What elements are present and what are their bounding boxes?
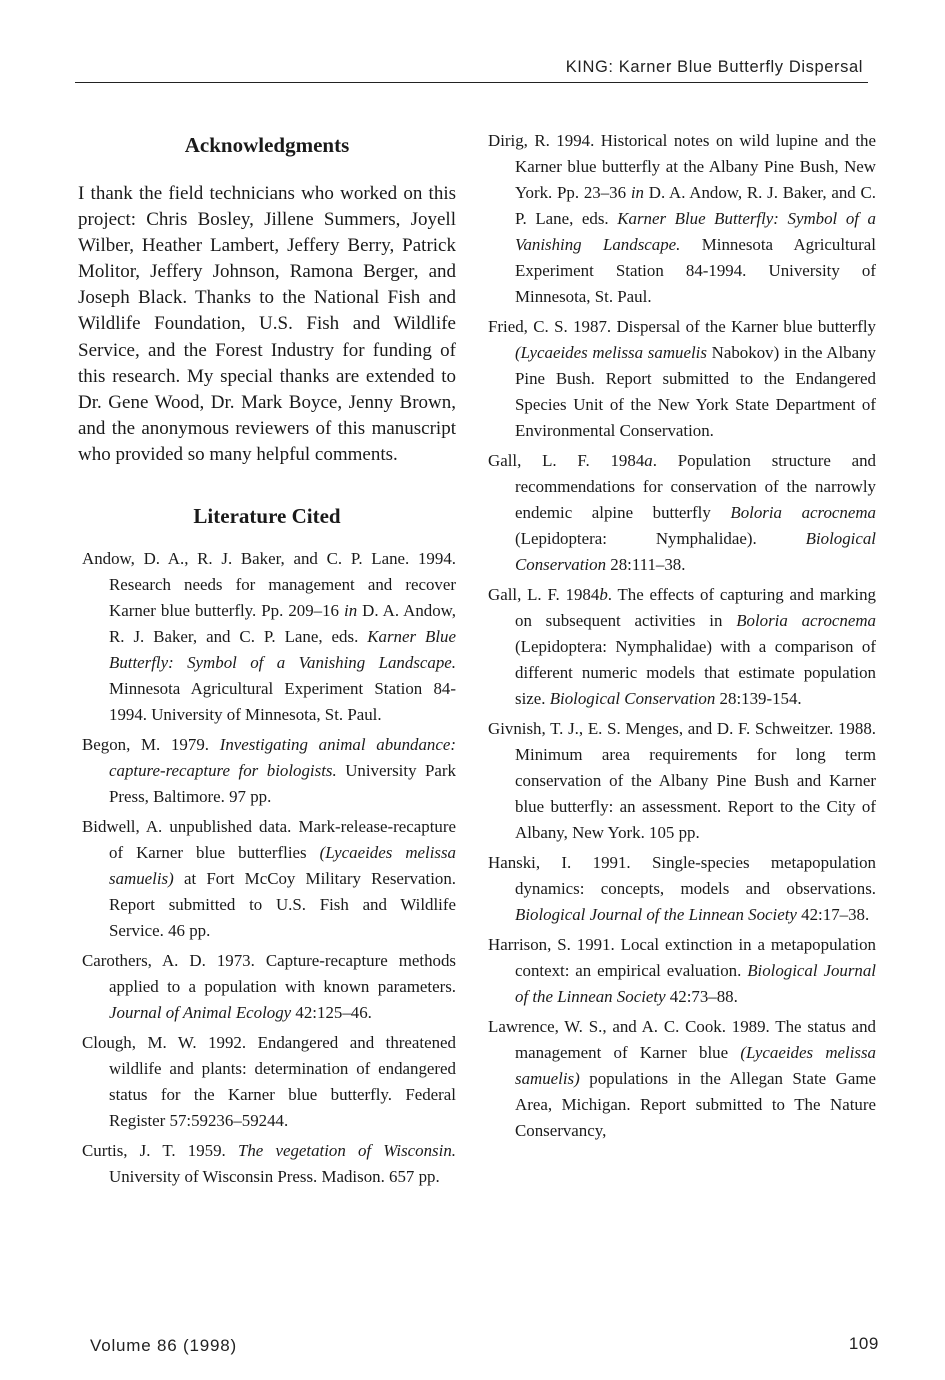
reference-text: Harrison, S. 1991. Local extinction in a metapopulation context: an empirical evaluation. [488, 935, 876, 980]
reference-italic-text: Boloria acrocnema [730, 503, 876, 522]
reference-text: (Lepidoptera: Nymphalidae). [515, 529, 806, 548]
literature-cited-heading: Literature Cited [193, 504, 341, 529]
reference-text: . The effects of capturing and marking on subsequent activities in [515, 585, 876, 630]
reference-text: Bidwell, A. unpublished data. Mark-release-recapture of Karner blue butterflies [82, 817, 456, 863]
reference-entry [82, 1138, 456, 1190]
reference-italic-text: Biological Conservation [515, 529, 876, 574]
reference-entry [82, 1030, 456, 1134]
reference-list-right [488, 128, 876, 1144]
reference-entry [488, 448, 876, 578]
reference-text: D. A. Andow, R. J. Baker, and C. P. Lane, eds. [109, 601, 456, 647]
reference-text: University of Wisconsin Press. Madison. 657 pp. [109, 1167, 440, 1187]
reference-entry [488, 1014, 876, 1144]
reference-text: Minnesota Agricultural Experiment Station 84-1994. University of Minnesota, St. Paul. [515, 235, 876, 306]
volume-footer: Volume 86 (1998) [90, 1336, 237, 1355]
acknowledgments-heading: Acknowledgments [184, 133, 350, 157]
reference-text: Clough, M. W. 1992. Endangered and threatened wildlife and plants: determination of endangered status for the Karner blue butterfly. Federal Register 57:59236–59244. [82, 1033, 456, 1131]
reference-text: Carothers, A. D. 1973. Capture-recapture methods applied to a population with known parameters. [82, 951, 456, 997]
reference-entry [488, 582, 876, 712]
reference-text: Givnish, T. J., E. S. Menges, and D. F. Schweitzer. 1988. Minimum area requirements for long term conservation of the Albany Pine Bush and Karner blue butterfly: an assessment. Report to the City of Albany, New York. 105 pp. [488, 719, 876, 842]
reference-text: University Park Press, Baltimore. 97 pp. [109, 761, 456, 807]
reference-text: Gall, L. F. 1984 [488, 585, 600, 604]
reference-italic-text: Biological Journal of the Linnean Society [515, 905, 797, 924]
reference-italic-text: Biological Conservation [549, 689, 716, 708]
reference-italic-text: Investigating animal abundance: capture-recapture for biologists. [109, 735, 456, 781]
reference-text: Nabokov) in the Albany Pine Bush. Report submitted to the Endangered Species Unit of the New York State Department of Environmental Conservation. [515, 343, 876, 440]
reference-text: . Population structure and recommendations for conservation of the narrowly endemic alpine butterfly [515, 451, 876, 522]
reference-text: D. A. Andow, R. J. Baker, and C. P. Lane, eds. [515, 183, 876, 228]
reference-italic-text: in [630, 183, 644, 202]
reference-italic-text: (Lycaeides melissa samuelis) [109, 843, 457, 889]
reference-text: at Fort McCoy Military Reservation. Report submitted to U.S. Fish and Wildlife Service. 46 pp. [109, 869, 456, 941]
reference-list-left [78, 546, 456, 1190]
reference-text: Gall, L. F. 1984 [488, 451, 645, 470]
acknowledgments-text: I thank the field technicians who worked on this project: Chris Bosley, Jillene Summers, Joyell Wilber, Heather Lambert, Jeffery Berry, Patrick Molitor, Jeffery Johnson, Ramona Berger, and Joseph Black. Thanks to the National Fish and Wildlife Foundation, U.S. Fish and Wildlife Service, and the Forest Industry for funding of this research. My special thanks are extended to Dr. Gene Wood, Dr. Mark Boyce, Jenny Brown, and the anonymous reviewers of this manuscript who provided so many helpful comments. [78, 183, 456, 465]
reference-italic-text: Karner Blue Butterfly: Symbol of a Vanishing Landscape. [515, 209, 876, 254]
reference-entry [82, 948, 456, 1026]
reference-italic-text: a [644, 451, 653, 470]
reference-text: 42:125–46. [291, 1003, 372, 1023]
reference-text: Begon, M. 1979. [82, 735, 220, 755]
reference-text: Minnesota Agricultural Experiment Station 84-1994. University of Minnesota, St. Paul. [109, 679, 456, 725]
reference-text: populations in the Allegan State Game Area, Michigan. Report submitted to The Nature Conservancy, [515, 1069, 876, 1140]
reference-italic-text: The vegetation of Wisconsin. [237, 1141, 456, 1161]
header-rule [75, 82, 868, 83]
reference-italic-text: in [344, 601, 358, 621]
reference-text: Hanski, I. 1991. Single-species metapopulation dynamics: concepts, models and observations. [488, 853, 876, 898]
reference-text: Fried, C. S. 1987. Dispersal of the Karner blue butterfly [488, 317, 876, 336]
reference-text: (Lepidoptera: Nymphalidae) with a comparison of different numeric models that estimate population size. [515, 637, 876, 708]
reference-italic-text: Boloria acrocnema [736, 611, 876, 630]
reference-text: Andow, D. A., R. J. Baker, and C. P. Lane. 1994. Research needs for management and recover Karner blue butterfly. Pp. 209–16 [82, 549, 456, 621]
reference-entry [82, 546, 456, 728]
reference-text: 28:111–38. [606, 555, 686, 574]
right-column [488, 128, 876, 1148]
reference-entry [488, 716, 876, 846]
reference-entry [488, 314, 876, 444]
reference-italic-text: Karner Blue Butterfly: Symbol of a Vanishing Landscape. [109, 627, 456, 673]
reference-italic-text: (Lycaeides melissa samuelis) [515, 1043, 876, 1088]
reference-italic-text: Journal of Animal Ecology [109, 1003, 292, 1023]
reference-italic-text: (Lycaeides melissa samuelis [515, 343, 707, 362]
reference-text: Dirig, R. 1994. Historical notes on wild lupine and the Karner blue butterfly at the Albany Pine Bush, New York. Pp. 23–36 [488, 131, 876, 202]
reference-entry [488, 128, 876, 310]
reference-entry [82, 732, 456, 810]
page-number: 109 [848, 1334, 879, 1353]
reference-text: 42:17–38. [796, 905, 870, 924]
reference-text: Lawrence, W. S., and A. C. Cook. 1989. The status and management of Karner blue [488, 1017, 876, 1062]
reference-entry [488, 932, 876, 1010]
running-head: KING: Karner Blue Butterfly Dispersal [565, 58, 863, 76]
reference-text: Curtis, J. T. 1959. [82, 1141, 238, 1161]
reference-text: 28:139-154. [715, 689, 802, 708]
reference-entry [488, 850, 876, 928]
left-column [78, 128, 456, 1194]
reference-entry [82, 814, 456, 944]
reference-italic-text: b [599, 585, 608, 604]
reference-text: 42:73–88. [665, 987, 738, 1006]
reference-italic-text: Biological Journal of the Linnean Society [515, 961, 876, 1006]
